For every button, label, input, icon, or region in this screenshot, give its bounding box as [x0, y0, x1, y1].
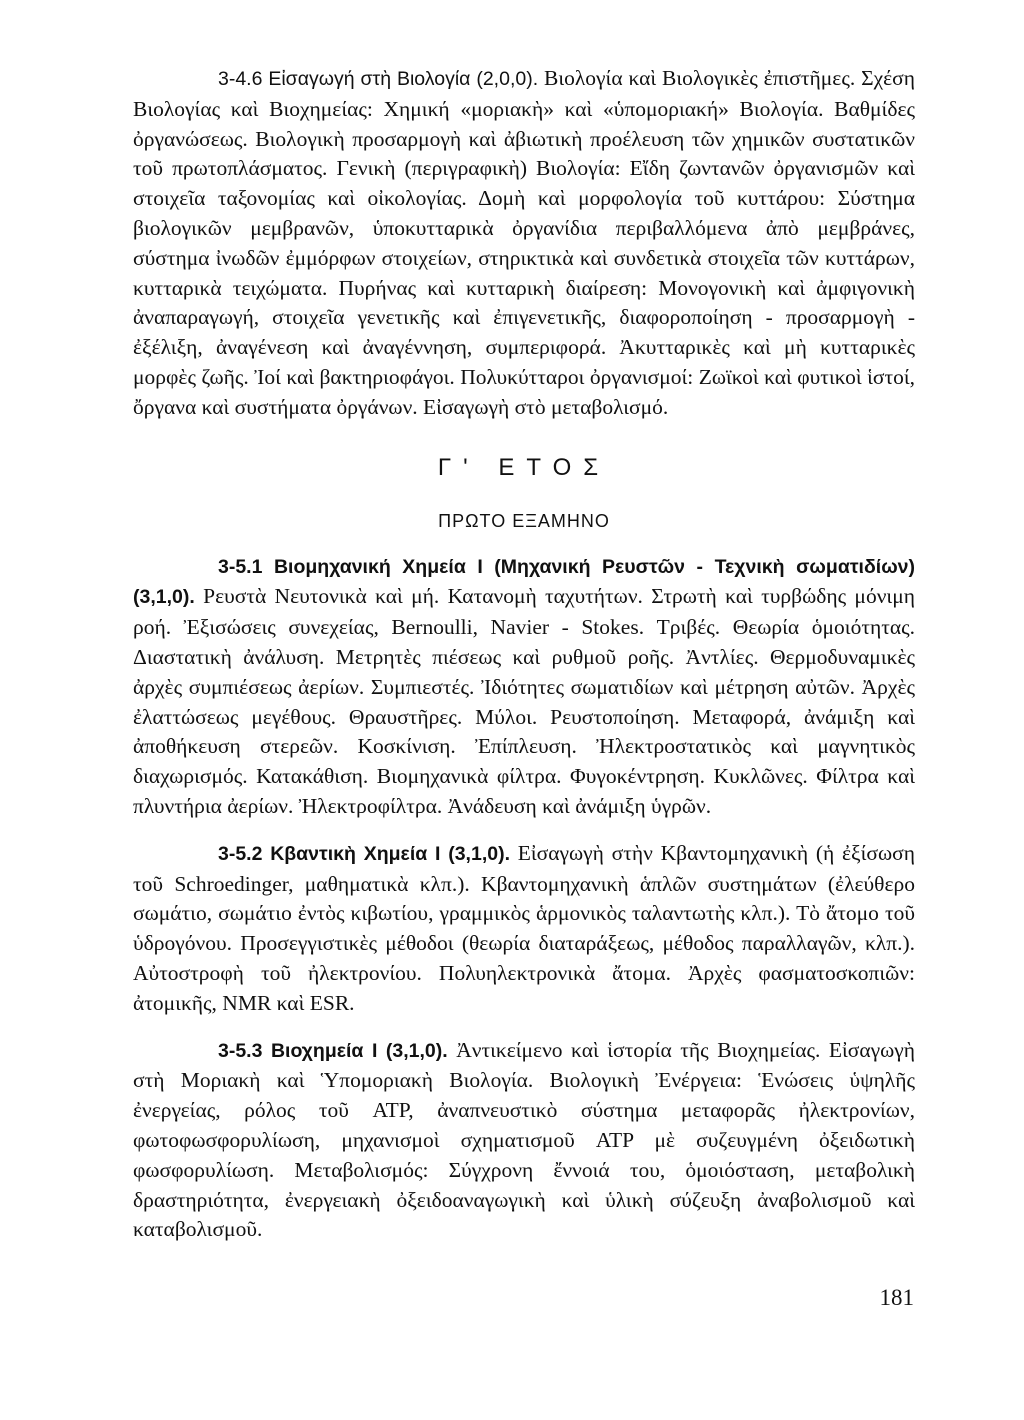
- course-code: 3-5.3: [218, 1039, 263, 1062]
- page-number: 181: [879, 1285, 914, 1310]
- course-3-5-3: [133, 1036, 915, 1246]
- document-page: [133, 64, 915, 1245]
- course-title: Βιοχημεία I (3,1,0).: [270, 1039, 448, 1062]
- course-description: Εἰσαγωγὴ στὴν Κβαντομηχανικὴ (ἡ ἐξίσωση τοῦ Schroedinger, μαθηματικὰ κλπ.). Κβαντομηχανικὴ ἁπλῶν συστημάτων (ἐλεύθερο σωμάτιο, σωμάτιο ἐντὸς κιβωτίου, γραμμικὸς ἁρμονικὸς ταλαντωτὴς κλπ.). Τὸ ἄτομο τοῦ ὑδρογόνου. Προσεγγιστικὲς μέθοδοι (θεωρία διαταράξεως, μέθοδος παραλλαγῶν, κλπ.). Αὐτοστροφὴ τοῦ ἠλεκτρονίου. Πολυηλεκτρονικὰ ἄτομα. Ἀρχὲς φασματοσκοπιῶν: ἀτομικῆς, NMR καὶ ESR.: [133, 840, 915, 1015]
- semester-heading: ΠΡΩΤΟ ΕΞΑΜΗΝΟ: [438, 510, 610, 531]
- course-3-5-1: [133, 552, 915, 822]
- course-3-5-2: [133, 839, 915, 1019]
- course-title: Εἰσαγωγή στὴ Βιολογία (2,0,0).: [268, 68, 539, 90]
- course-3-4-6: [133, 64, 915, 423]
- course-description: Ἀντικείμενο καὶ ἱστορία τῆς Βιοχημείας. Εἰσαγωγὴ στὴ Μοριακὴ καὶ Ὑπομοριακὴ Βιολογία. Βιολογικὴ Ἐνέργεια: Ἑνώσεις ὑψηλῆς ἐνεργείας, ρόλος τοῦ ATP, ἀναπνευστικὸ σύστημα μεταφορᾶς ἠλεκτρονίων, φωτοφωσφορυλίωση, μηχανισμοὶ σχηματισμοῦ ATP μὲ συζευγμένη ὀξειδωτικὴ φωσφορυλίωση. Μεταβολισμός: Σύγχρονη ἔννοιά του, ὁμοιόσταση, μεταβολικὴ δραστηριότητα, ἐνεργειακὴ ὀξειδοαναγωγικὴ καὶ ὑλικὴ σύζευξη ἀναβολισμοῦ καὶ καταβολισμοῦ.: [133, 1037, 916, 1242]
- course-code: 3-4.6: [218, 68, 263, 90]
- course-description: Βιολογία καὶ Βιολογικὲς ἐπιστῆμες. Σχέση Βιολογίας καὶ Βιοχημείας: Χημική «μοριακὴ» καὶ «ὑπομοριακή» Βιολογία. Βαθμίδες ὀργανώσεως. Βιολογικὴ προσαρμογὴ καὶ ἀβιωτικὴ προέλευση τῶν χημικῶν συστατικῶν τοῦ πρωτοπλάσματος. Γενικὴ (περιγραφικὴ) Βιολογία: Εἴδη ζωντανῶν ὀργανισμῶν καὶ στοιχεῖα ταξονομίας καὶ οἰκολογίας. Δομὴ καὶ μορφολογία τοῦ κυττάρου: Σύστημα βιολογικῶν μεμβρανῶν, ὑποκυτταρικὰ ὀργανίδια περιβαλλόμενα ἀπὸ μεμβράνες, σύστημα ἰνωδῶν ἐμμόρφων στοιχείων, στηρικτικὰ καὶ συνδετικὰ στοιχεῖα τῶν κυττάρων, κυτταρικὰ τειχώματα. Πυρήνας καὶ κυτταρικὴ διαίρεση: Μονογονικὴ καὶ ἀμφιγονικὴ ἀναπαραγωγή, στοιχεῖα γενετικῆς καὶ ἐπιγενετικῆς, διαφοροποίηση - προσαρμογὴ - ἐξέλιξη, ἀναγένεση καὶ ἀναγέννηση, συμπεριφορά. Ἀκυτταρικὲς καὶ μὴ κυτταρικὲς μορφὲς ζωῆς. Ἰοί καὶ βακτηριοφάγοι. Πολυκύτταροι ὀργανισμοί: Ζωϊκοὶ καὶ φυτικοὶ ἱστοί, ὄργανα καὶ συστήματα ὀργάνων. Εἰσαγωγὴ στὸ μεταβολισμό.: [133, 66, 915, 419]
- course-code: 3-5.1: [218, 555, 263, 578]
- year-heading: Γ' ΕΤΟΣ: [437, 453, 611, 481]
- course-title: Κβαντικὴ Χημεία I (3,1,0).: [270, 842, 510, 865]
- course-code: 3-5.2: [218, 842, 263, 865]
- course-title: Βιομηχανική Χημεία I (Μηχανική Ρευστῶν - Τεχνικὴ σωματιδίων) (3,1,0).: [133, 555, 915, 609]
- course-description: Ρευστὰ Νευτονικὰ καὶ μή. Κατανομὴ ταχυτήτων. Στρωτὴ καὶ τυρβώδης μόνιμη ροή. Ἐξισώσεις συνεχείας, Bernoulli, Navier - Stokes. Τριβές. Θεωρία ὁμοιότητας. Διαστατικὴ ἀνάλυση. Μετρητὲς πιέσεως καὶ ρυθμοῦ ροῆς. Ἀντλίες. Θερμοδυναμικὲς ἀρχὲς συμπιέσεως ἀερίων. Συμπιεστές. Ἰδιότητες σωματιδίων καὶ μέτρηση αὐτῶν. Ἀρχὲς ἐλαττώσεως μεγέθους. Θραυστῆρες. Μύλοι. Ρευστοποίηση. Μεταφορά, ἀνάμιξη καὶ ἀποθήκευση στερεῶν. Κοσκίνιση. Ἐπίπλευση. Ἠλεκτροστατικὸς καὶ μαγνητικὸς διαχωρισμός. Κατακάθιση. Βιομηχανικὰ φίλτρα. Φυγοκέντρηση. Κυκλῶνες. Φίλτρα καὶ πλυντήρια ἀερίων. Ἠλεκτροφίλτρα. Ἀνάδευση καὶ ἀνάμιξη ὑγρῶν.: [133, 584, 915, 818]
